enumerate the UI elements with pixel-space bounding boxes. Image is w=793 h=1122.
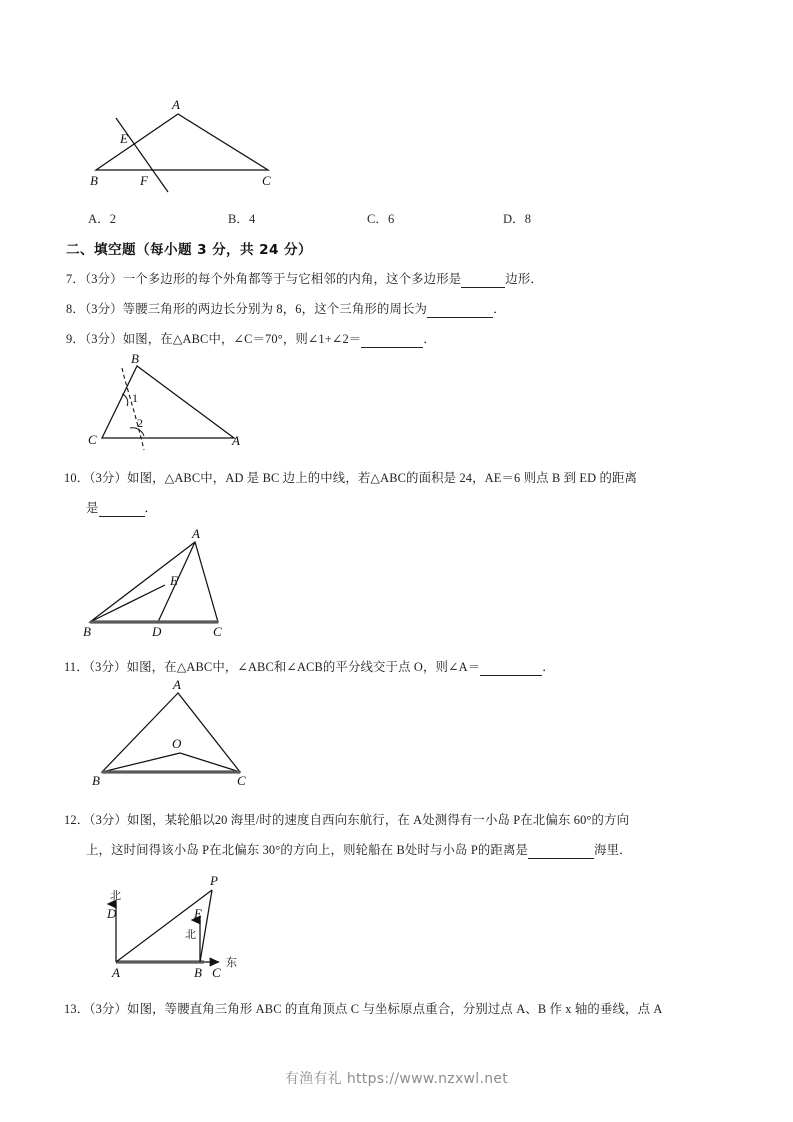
figure12-label-C: C — [212, 965, 221, 980]
figure-question-6 — [78, 92, 298, 197]
figure9-label-angle1: 1 — [132, 391, 138, 405]
question-13: 13．（3分）如图，等腰直角三角形 ABC 的直角顶点 C 与坐标原点重合，分别过点 A、B 作 x 轴的垂线，点 A — [64, 1002, 663, 1016]
figure10-label-B: B — [83, 624, 91, 637]
question-8: 8．（3分）等腰三角形的两边长分别为 8，6，这个三角形的周长为 ． — [66, 302, 506, 316]
figure12-label-B: B — [194, 965, 202, 980]
q10-answer-blank[interactable] — [99, 500, 145, 517]
figure10-label-E: E — [170, 573, 178, 588]
q10-number: 10 — [64, 471, 77, 485]
q12-text: 如图，某轮船以20 海里/时的速度自西向东航行，在 A处测得有一小岛 P在北偏东 60°的方向 — [127, 813, 630, 827]
question-10-line-2 — [86, 500, 157, 517]
question-7: 7．（3分）一个多边形的每个外角都等于与它相邻的内角，这个多边形是 边形． — [66, 272, 543, 286]
choice-d[interactable]: D．8 — [503, 212, 531, 226]
q12-line2-before: 上，这时间得该小岛 P在北偏东 30°的方向上，则轮船在 B处时与小岛 P的距离是 — [86, 843, 529, 857]
q11-score: （3分） — [88, 660, 127, 674]
question-9: 9．（3分）如图，在△ABC中，∠C＝70°，则∠1+∠2＝ ． — [66, 332, 436, 346]
figure12-label-east: 东 — [226, 956, 237, 969]
figure-question-9 — [82, 352, 252, 452]
section-heading-fill-in-blank: 二、填空题（每小题 3 分，共 24 分） — [66, 242, 313, 258]
figure6-label-C: C — [262, 173, 271, 188]
q9-score: （3分） — [84, 332, 123, 346]
q11-text: 如图，在△ABC中，∠ABC和∠ACB的平分线交于点 O，则∠A＝ — [126, 660, 481, 674]
q10-score: （3分） — [89, 471, 128, 485]
figure-question-10 — [80, 527, 240, 637]
q7-score: （3分） — [84, 272, 123, 286]
q11-text-after: ． — [542, 660, 555, 674]
choice-b[interactable]: B．4 — [228, 212, 256, 226]
q8-number: 8 — [66, 302, 73, 316]
figure11-label-C: C — [237, 773, 246, 786]
q10-line2-before: 是 — [86, 501, 99, 515]
q11-number: 11 — [64, 660, 77, 674]
q9-text-after: ． — [423, 332, 436, 346]
question-11: 11．（3分）如图，在△ABC中，∠ABC和∠ACB的平分线交于点 O，则∠A＝ ． — [64, 660, 555, 674]
figure12-label-north-b: 北 — [185, 928, 196, 941]
figure12-label-P: P — [210, 873, 218, 888]
q10-text: 如图，△ABC中，AD 是 BC 边上的中线，若△ABC的面积是 24，AE＝6 则点 B 到 ED 的距离 — [127, 471, 638, 485]
question-12-line-2 — [86, 842, 632, 859]
site-watermark: 有渔有礼 https://www.nzxwl.net — [284, 1071, 509, 1087]
choice-c[interactable]: C．6 — [367, 212, 395, 226]
choice-a[interactable]: A．2 — [88, 212, 116, 226]
q12-number: 12 — [64, 813, 77, 827]
figure9-label-A: A — [232, 433, 240, 448]
q7-text-after: 边形． — [505, 272, 543, 286]
figure11-label-O: O — [172, 736, 182, 751]
q9-text: 如图，在△ABC中，∠C＝70°，则∠1+∠2＝ — [122, 332, 362, 346]
figure10-label-C: C — [213, 624, 222, 637]
figure10-label-D: D — [152, 624, 162, 637]
q8-text-after: ． — [493, 302, 506, 316]
q8-answer-blank[interactable] — [427, 301, 493, 318]
figure9-label-C: C — [88, 432, 97, 447]
q11-answer-blank[interactable] — [480, 659, 542, 676]
q12-line2-after: 海里． — [594, 843, 632, 857]
figure6-label-F: F — [140, 173, 148, 188]
figure9-label-angle2: 2 — [137, 416, 143, 430]
figure-question-12 — [86, 872, 266, 982]
question-12-line-1: 12．（3分）如图，某轮船以20 海里/时的速度自西向东航行，在 A处测得有一小岛 P在北偏东 60°的方向 — [64, 813, 630, 827]
figure6-label-B: B — [90, 173, 98, 188]
q7-number: 7 — [66, 272, 73, 286]
q9-answer-blank[interactable] — [361, 331, 423, 348]
figure9-label-B: B — [131, 352, 139, 366]
figure11-label-B: B — [92, 773, 100, 786]
q12-answer-blank[interactable] — [528, 842, 594, 859]
q13-score: （3分） — [89, 1002, 128, 1016]
figure6-label-E: E — [120, 131, 128, 146]
q7-answer-blank[interactable] — [461, 271, 505, 288]
q8-score: （3分） — [84, 302, 123, 316]
question-10-line-1: 10．（3分）如图，△ABC中，AD 是 BC 边上的中线，若△ABC的面积是 24，AE＝6 则点 B 到 ED 的距离 — [64, 471, 638, 485]
figure12-label-E: E — [194, 906, 202, 921]
figure11-label-A: A — [173, 677, 181, 692]
figure12-label-A: A — [112, 965, 120, 980]
q8-text: 等腰三角形的两边长分别为 8，6，这个三角形的周长为 — [122, 302, 428, 316]
figure10-label-A: A — [192, 527, 200, 541]
figure-question-11 — [80, 676, 260, 786]
q12-score: （3分） — [89, 813, 128, 827]
figure12-label-D: D — [107, 906, 117, 921]
q13-number: 13 — [64, 1002, 77, 1016]
q13-text: 如图，等腰直角三角形 ABC 的直角顶点 C 与坐标原点重合，分别过点 A、B 作 x 轴的垂线，点 A — [127, 1002, 663, 1016]
figure12-label-north-a: 北 — [110, 889, 121, 902]
q7-text: 一个多边形的每个外角都等于与它相邻的内角，这个多边形是 — [122, 272, 462, 286]
q9-number: 9 — [66, 332, 73, 346]
q10-line2-after: ． — [144, 501, 158, 515]
figure6-label-A: A — [172, 97, 180, 112]
